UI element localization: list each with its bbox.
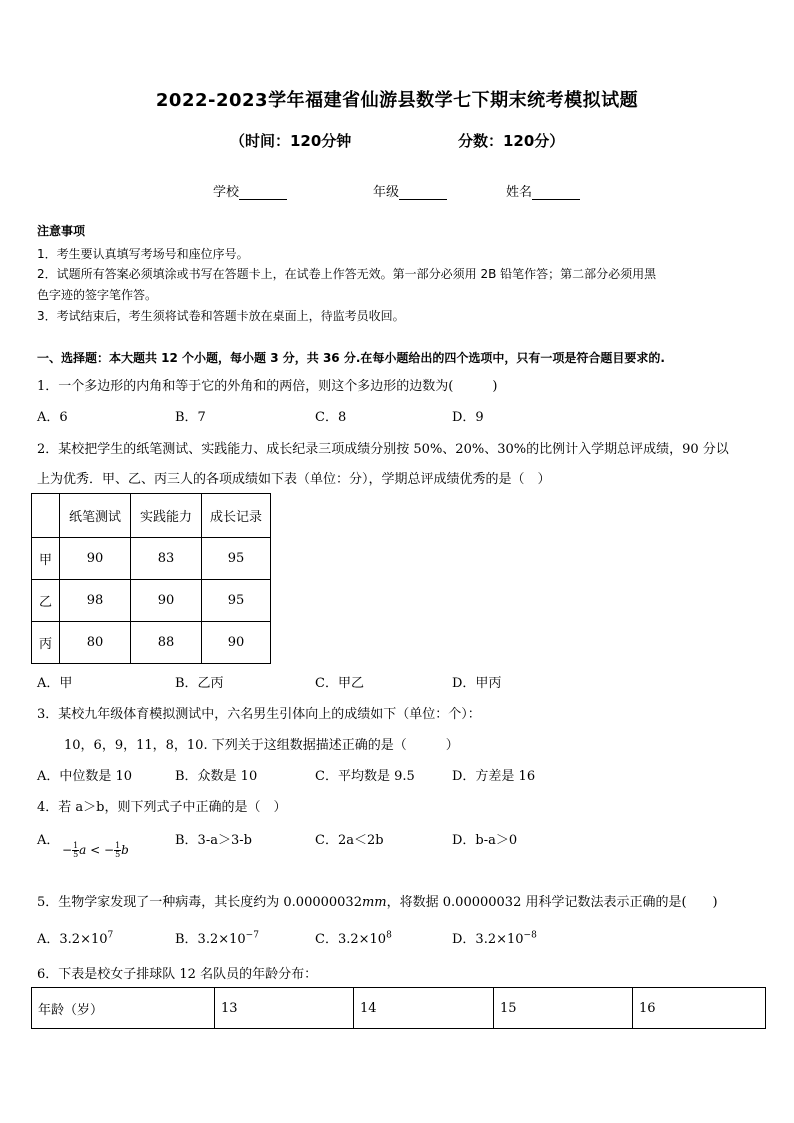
question-6-stem: 6．下表是校女子排球队 12 名队员的年龄分布： xyxy=(37,967,318,982)
q2-option-b: B．乙丙 xyxy=(175,676,224,691)
fraction-denominator: 5 xyxy=(73,850,79,859)
table-cell: 甲 xyxy=(32,538,60,580)
table-cell xyxy=(32,494,60,538)
q2-option-a: A．甲 xyxy=(37,676,73,691)
q4-option-a-expression xyxy=(62,842,129,859)
table-cell: 95 xyxy=(202,580,271,622)
q3-option-d: D．方差是 16 xyxy=(452,769,536,784)
notice-item: 色字迹的签字笔作答。 xyxy=(37,288,158,302)
exponent: −7 xyxy=(245,930,259,941)
q3-option-a: A．中位数是 10 xyxy=(37,769,133,784)
age-table xyxy=(31,987,766,1029)
table-cell: 乙 xyxy=(32,580,60,622)
question-1-stem: 1．一个多边形的内角和等于它的外角和的两倍，则这个多边形的边数为( ) xyxy=(37,379,498,394)
q4-option-c: C．2a＜2b xyxy=(315,833,384,848)
name-label: 姓名 xyxy=(506,185,533,200)
table-row xyxy=(32,580,271,622)
table-cell: 90 xyxy=(202,622,271,664)
fraction-numerator: 1 xyxy=(115,841,121,850)
q3-option-b: B．众数是 10 xyxy=(175,769,258,784)
table-cell: 80 xyxy=(60,622,131,664)
q5-option-a xyxy=(37,928,113,947)
question-3-data: 10，6，9，11，8，10. 下列关于这组数据描述正确的是（ ） xyxy=(64,738,459,753)
table-cell: 13 xyxy=(215,988,354,1029)
notice-item: 3．考试结束后，考生须将试卷和答题卡放在桌面上，待监考员收回。 xyxy=(37,309,405,323)
table-cell: 83 xyxy=(131,538,202,580)
q1-option-a: A．6 xyxy=(37,410,68,425)
less-than-sign: < − xyxy=(86,843,115,857)
exponent: 7 xyxy=(107,930,114,941)
table-cell: 90 xyxy=(60,538,131,580)
minus-sign: − xyxy=(62,843,73,857)
table-cell: 15 xyxy=(494,988,633,1029)
fraction-numerator: 1 xyxy=(73,841,79,850)
table-cell: 98 xyxy=(60,580,131,622)
grade-label: 年级 xyxy=(373,185,400,200)
fraction-denominator: 5 xyxy=(115,850,121,859)
school-blank xyxy=(239,185,287,200)
q4-option-d: D．b-a＞0 xyxy=(452,833,518,848)
exponent: −8 xyxy=(523,930,537,941)
table-header: 纸笔测试 xyxy=(60,494,131,538)
school-field xyxy=(213,181,287,200)
unit-mm: mm xyxy=(361,895,387,910)
option-label: B．3.2×10 xyxy=(175,932,246,947)
table-row xyxy=(32,494,271,538)
question-3-stem: 3．某校九年级体育模拟测试中，六名男生引体向上的成绩如下（单位：个）： xyxy=(37,707,481,722)
question-2-stem: 2．某校把学生的纸笔测试、实践能力、成长纪录三项成绩分别按 50%、20%、30%的比例计入学期总评成绩，90 分以 xyxy=(37,442,729,457)
question-4-stem: 4．若 a＞b，则下列式子中正确的是（ ） xyxy=(37,800,287,815)
option-label: A．3.2×10 xyxy=(37,932,108,947)
table-header: 年龄（岁） xyxy=(32,988,215,1029)
exam-time: （时间：120分钟 xyxy=(230,132,352,150)
table-cell: 90 xyxy=(131,580,202,622)
name-field xyxy=(506,181,580,200)
table-row xyxy=(32,622,271,664)
q5-stem-part: 5．生物学家发现了一种病毒，其长度约为 0.00000032 xyxy=(37,895,362,910)
q2-option-c: C．甲乙 xyxy=(315,676,364,691)
table-cell: 丙 xyxy=(32,622,60,664)
q5-option-c xyxy=(315,928,392,947)
table-header: 成长记录 xyxy=(202,494,271,538)
name-blank xyxy=(532,185,580,200)
q2-option-d: D．甲丙 xyxy=(452,676,502,691)
variable-a: a xyxy=(79,843,87,857)
question-2-stem-cont: 上为优秀．甲、乙、丙三人的各项成绩如下表（单位：分），学期总评成绩优秀的是（ ） xyxy=(37,472,551,487)
q3-option-c: C．平均数是 9.5 xyxy=(315,769,415,784)
notice-item: 1．考生要认真填写考场号和座位序号。 xyxy=(37,247,249,261)
table-cell: 95 xyxy=(202,538,271,580)
table-cell: 16 xyxy=(633,988,766,1029)
table-cell: 88 xyxy=(131,622,202,664)
option-label: D．3.2×10 xyxy=(452,932,524,947)
question-5-stem xyxy=(37,891,718,910)
q4-option-b: B．3-a＞3-b xyxy=(175,833,252,848)
table-row xyxy=(32,988,766,1029)
school-label: 学校 xyxy=(213,185,240,200)
q1-option-b: B．7 xyxy=(175,410,206,425)
q5-option-b xyxy=(175,928,259,947)
score-table xyxy=(31,493,271,664)
grade-field xyxy=(373,181,447,200)
exam-title: 2022-2023学年福建省仙游县数学七下期末统考模拟试题 xyxy=(155,90,639,111)
variable-b: b xyxy=(121,843,129,857)
notice-item: 2．试题所有答案必须填涂或书写在答题卡上，在试卷上作答无效。第一部分必须用 2B 铅笔作答；第二部分必须用黑 xyxy=(37,267,657,281)
table-cell: 14 xyxy=(354,988,494,1029)
table-row xyxy=(32,538,271,580)
exam-score: 分数：120分） xyxy=(458,132,565,150)
option-label: C．3.2×10 xyxy=(315,932,387,947)
q1-option-c: C．8 xyxy=(315,410,347,425)
q1-option-d: D．9 xyxy=(452,410,484,425)
q5-option-d xyxy=(452,928,537,947)
q4-option-a-label: A． xyxy=(37,833,60,848)
q5-stem-part: ，将数据 0.00000032 用科学记数法表示正确的是( ) xyxy=(386,895,718,910)
notice-heading: 注意事项 xyxy=(37,224,86,238)
grade-blank xyxy=(399,185,447,200)
section-heading: 一、选择题：本大题共 12 个小题，每小题 3 分，共 36 分.在每小题给出的四个选项中，只有一项是符合题目要求的. xyxy=(37,351,665,365)
table-header: 实践能力 xyxy=(131,494,202,538)
exponent: 8 xyxy=(386,930,392,941)
